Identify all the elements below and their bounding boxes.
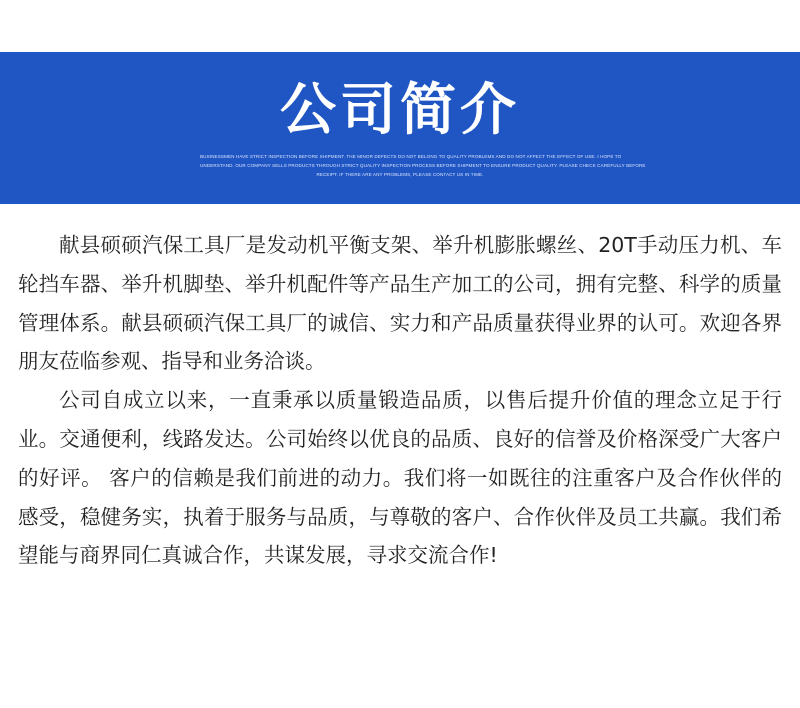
company-intro-content	[18, 226, 782, 575]
intro-paragraph: 献县硕硕汽保工具厂是发动机平衡支架、举升机膨胀螺丝、20T手动压力机、车轮挡车器、举升机脚垫、举升机配件等产品生产加工的公司，拥有完整、科学的质量管理体系。献县硕硕汽保工具厂的诚信、实力和产品质量获得业界的认可。欢迎各界朋友莅临参观、指导和业务洽谈。	[18, 233, 782, 374]
page-title: 公司简介	[280, 78, 520, 143]
banner-subtitle-line: RECEIPT. IF THERE ARE ANY PROBLEMS, PLEASE CONTACT US IN TIME.	[316, 172, 484, 177]
intro-paragraph: 公司自成立以来，一直秉承以质量锻造品质，以售后提升价值的理念立足于行业。交通便利，线路发达。公司始终以优良的品质、良好的信誉及价格深受广大客户的好评。 客户的信赖是我们前进的动力。我们将一如既往的注重客户及合作伙伴的感受，稳健务实，执着于服务与品质，与尊敬的客户、合作伙伴及员工共赢。我们希望能与商界同仁真诚合作，共谋发展，寻求交流合作!	[18, 388, 782, 568]
banner-subtitle	[200, 152, 646, 179]
banner-subtitle-line: UNDERSTAND. OUR COMPANY SELLS PRODUCTS THROUGH STRICT QUALITY INSPECTION PROCESS BEFORE SHIPMENT TO ENSURE PRODUCT QUALITY. PLEASE CHECK CAREFULLY BEFORE	[200, 163, 646, 168]
banner-subtitle-line: BUSINESSMEN HAVE STRICT INSPECTION BEFORE SHIPMENT. THE MINOR DEFECTS DO NOT BELONG TO QUALITY PROBLEMS AND DO NOT AFFECT THE EFFECT OF USE. I HOPE TO	[200, 154, 622, 159]
header-banner	[0, 52, 800, 204]
